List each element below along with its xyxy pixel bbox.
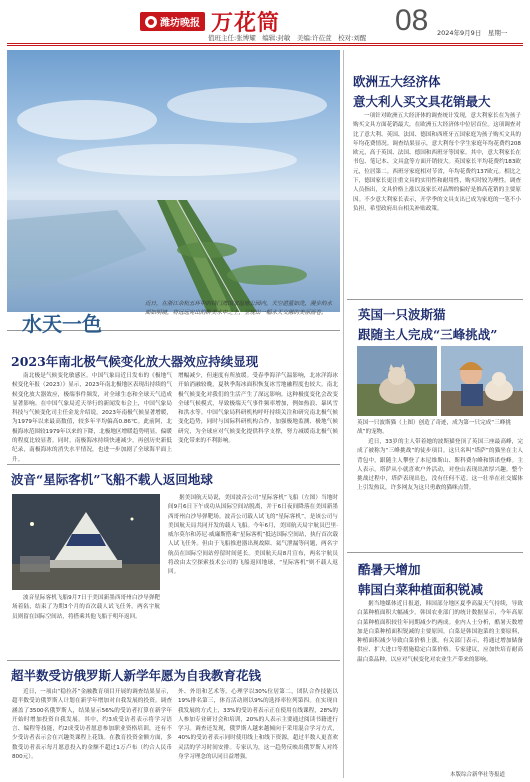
article-body-russia-col1: 近日，一项由“稳拉苏”金融教育项目开展的调查结果显示，超半数受访俄罗斯人计划在新学年增加对自我发展的投资。调查涵盖了3500名俄罗斯人，结果显示56%的受访者打算在新学年开始时增加投资自我发展。其中，约3成受访者表示将学习语言、编程等技能，约2成受访者愿意参加职业资格培训，还有不少受访者表示会在兴趣类课程上花钱。在教育投资金额方面，多数受访者表示每月愿意投入的金额不超过1万卢布（约合人民币800元）。 [12, 689, 172, 761]
feature-photo [7, 50, 340, 312]
article-body-italy: 一项针对欧洲五大经济体的调查统计发现，意大利家长在为孩子购买文具方面花销最大，在欧洲五大经济体中位居首位。这项调查对比了意大利、英国、法国、德国和西班牙五国家庭为孩子购买文具的年均花费情况。调查结果显示，意大利每个学生家庭年均花费约208欧元，高于英国、法国、德国和西班牙等国家。其中，意大利家长在书包、笔记本、文具盒等方面开销较大。英国家长平均花费约183欧元，位居第二。西班牙家庭相对节省，年均花费约137欧元。相比之下，德国家长更注重文具的实用性和耐用性，购买时较为理性。调查人员指出，文具价格上涨以及家长对品牌的偏好是推高花销的主要原因。不少意大利家长表示，开学季的文具支出已成为家庭的一笔不小负担，希望政府出台相关补贴政策。 [353, 113, 521, 212]
page-number: 08 [395, 4, 429, 37]
article-headline-italy-line1: 欧洲五大经济体 [353, 74, 441, 89]
starliner-photo [12, 494, 160, 590]
logo-text: 潍坊晚报 [160, 18, 200, 29]
section-divider [7, 660, 340, 661]
article-headline-russia-education: 超半数受访俄罗斯人新学年愿为自我教育花钱 [11, 668, 262, 683]
article-body-polar-col1: 南北极是气候变化敏感区。中国气象局近日发布的《极地气候变化年报（2023）》显示，2023年南北极地区表现出持续的气候变化放大器效应，极端事件频发，对全球生态和全球天气造成显著影响。在中国气象局近天举行的新闻发布会上，中国气象局科技与气候变化司主任金龙介绍说，2023年南极气候显著增暖，为1979年以来最高数值，较多年平均偏高0.86℃。此前阿，北极海冰范围较1979年以来的下降，北极地区增暖趋势明显，偏暖的程度比较显著。同时，南极海冰持续快速减少，再创历史新低纪录，南极海冰的消失水平情况，也进一步加剧了全球海平面上升。 [12, 373, 172, 462]
feature-title: 水天一色 [22, 312, 102, 336]
article-headline-starliner: 波音“星际客机”飞船不载人返回地球 [11, 472, 213, 487]
article-body-russia-col2: 外、外语和艺术等。心理学以30%位居第二，团队合作技能以19%排名第三，体育活动则以9%的选择率位列第四。在实现自我发展的方式上，33%的受访者表示正在使用在线课程，28%的人参加专业研讨会和培训，20%的人表示主要通过阅读书籍进行学习。调查还发现，俄罗斯人越来越倾向于采用混合学习方式，40%的受访者表示同时使用线上和线下资源，超过半数人更喜欢灵活的学习时间安排。专家认为，这一趋势反映出俄罗斯人对终身学习理念的认同日益增强。 [178, 689, 338, 761]
cat-photo-right [441, 346, 523, 416]
cat-photo-left [357, 346, 437, 416]
section-title: 万花筒 [211, 10, 281, 36]
section-divider [347, 299, 523, 300]
article-body-polar-col2: 增幅减少，但速度有所放缓。受春季海洋气温影响，北冰洋海冰开始消融较晚，夏秋季海冰面积恢复冰雪地融程度也较大。南北极气候变化对我们的生活产生了深远影响。这种极度变化会改变全球气候模式，导致极端天气事件频率增加，例如热浪、暴风雪和洪水等。中国气象局科研机构呼吁持续关注和研究南北极气候变化趋势，同时与国际科研机构合作，加强极地监测、极地气候研究，为全球应对气候变化提供科学支撑，努力减缓南北极气候变化带来的不利影响。 [178, 373, 338, 445]
logo-icon [145, 16, 157, 28]
article-headline-cabbage-line2: 韩国白菜种植面积锐减 [358, 582, 484, 597]
article-headline-cat-line1: 英国一只波斯猫 [358, 307, 446, 322]
article-body-starliner-col1: 波音星际客机飞船9月7日于美国新墨西哥州白沙导弹靶场着陆，结束了为期3个月的首次载人试飞任务。两名宇航员则留在国际空间站，将搭乘其他飞船于明年返回。 [12, 595, 160, 620]
newspaper-logo [140, 12, 205, 31]
article-headline-italy-line2: 意大利人买文具花销最大 [353, 94, 491, 109]
article-body-starliner-col2: 据美国航天局说，美国波音公司“星际客机”飞船（左图）当地时间9月6日下午成功从国际空间站脱离，并于6日夜间降落在美国新墨西哥州白沙导弹靶场。波音公司载人试飞的“星际客机”，是该公司与美国航天局共同开发的载人飞船。今年6月，美国航天局宇航员巴里·威尔莫尔和苏尼·威廉斯搭乘“星际客机”抵达国际空间站，执行首次载人试飞任务。但由于飞船推进器出现故障、氦气泄漏等问题，两名宇航员在国际空间站停留时间延长。美国航天局8月宣布，两名宇航员将改由太空探索技术公司的飞船返回地球，“星际客机”则不载人返回。 [168, 495, 338, 576]
article-headline-polar: 2023年南北极气候变化放大器效应持续显现 [11, 354, 259, 369]
issue-date: 2024年9月9日 星期一 [437, 29, 508, 37]
cat-photo-caption: 英国一只波斯猫（上图）创造了奇迹，成为第一只完成“三峰挑战”的宠物。 [357, 420, 511, 436]
section-divider [347, 552, 523, 553]
page-header [0, 0, 530, 44]
article-headline-cabbage-line1: 酷暑天增加 [358, 562, 421, 577]
header-rule [7, 43, 523, 44]
article-headline-cat-line2: 跟随主人完成“三峰挑战” [358, 327, 498, 342]
editorial-credits: 值班主任:张博耀 编辑:封敏 美编:许莅萱 校对:刘醒 [208, 34, 367, 42]
feature-caption: 近日，在浙江余杭五环中的钱门湾国家湿地公园内，天空湛蓝如洗，漫步的水面如明镜，将远远宛出的醉美水中之上，呈现出一幅水天交融的美丽画卷。 [145, 301, 333, 316]
article-body-cabbage: 据当地媒体近日报道，韩国部分地区夏季高温天气持续，导致白菜种植面积大幅减少。韩国农业部门的统计数据显示，今年高原白菜种植面积较往年同期减少约两成。业内人士分析，酷暑天数增加是白菜种植面积锐减的主要原因。白菜是韩国泡菜的主要原料，种植面积减少导致白菜价格上涨。有关部门表示，将通过增加储备供应、扩大进口等措施稳定白菜价格。专家建议，应加快培育耐高温白菜品种，以应对气候变化对农业生产带来的影响。 [357, 601, 523, 663]
column-divider [343, 50, 344, 778]
header-rule-secondary [7, 45, 523, 46]
source-note: 本版综合新华社等报道 [450, 772, 506, 778]
article-body-cat: 近日，33岁的主人带着她的波斯猫登顶了英国三座最高峰，完成了被称为“三峰挑战”的徒步项目。这只名叫“塔萨”的猫坐在主人背包中，跟随主人攀登了本尼维斯山、斯科费尔峰和斯诺登峰。主人表示，塔萨从小就喜欢户外活动，对登山表现出浓厚兴趣。整个挑战过程中，塔萨表现出色，没有任何不适。这一壮举在社交媒体上引发热议，许多网友为这只勇敢的猫咪点赞。 [357, 439, 523, 492]
section-divider [7, 464, 340, 465]
